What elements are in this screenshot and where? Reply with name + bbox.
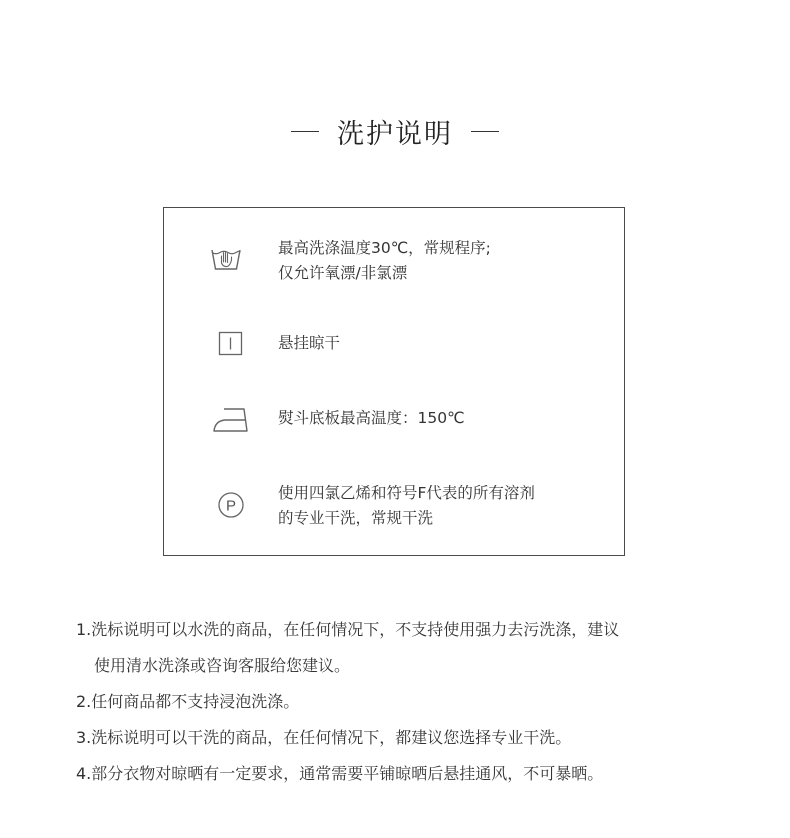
care-line: 仅允许氧漂/非氯漂 (278, 264, 408, 282)
note-line: 1.洗标说明可以水洗的商品，在任何情况下，不支持使用强力去污洗涤，建议 (76, 620, 620, 639)
care-text-iron (278, 406, 465, 431)
page-title: 洗护说明 (337, 118, 453, 150)
note-line: 4.部分衣物对晾晒有一定要求，通常需要平铺晾晒后悬挂通风，不可暴晒。 (76, 764, 604, 783)
title-right-dash (471, 131, 499, 132)
hang-dry-icon (218, 331, 244, 357)
section-title (0, 108, 790, 154)
note-line-continued: 使用清水洗涤或咨询客服给您建议。 (94, 656, 351, 675)
care-instructions-box (163, 207, 625, 556)
title-left-dash (291, 131, 319, 132)
note-line: 3.洗标说明可以干洗的商品，在任何情况下，都建议您选择专业干洗。 (76, 728, 572, 747)
hand-wash-30-icon (208, 243, 244, 273)
note-item (76, 612, 776, 684)
care-line: 最高洗涤温度30℃，常规程序; (278, 239, 491, 257)
care-text-hang-dry (278, 331, 340, 356)
care-line: 悬挂晾干 (278, 334, 341, 352)
notes-list (76, 612, 776, 792)
dry-clean-p-icon (217, 491, 245, 519)
care-line: 的专业干洗，常规干洗 (278, 509, 434, 527)
note-item (76, 720, 776, 756)
dry-clean-letter: P (225, 497, 237, 515)
care-line: 熨斗底板最高温度：150℃ (278, 409, 465, 427)
note-line: 2.任何商品都不支持浸泡洗涤。 (76, 692, 300, 711)
iron-icon (212, 406, 252, 434)
care-text-hand-wash (278, 236, 491, 286)
note-item (76, 756, 776, 792)
care-line: 使用四氯乙烯和符号F代表的所有溶剂 (278, 484, 535, 502)
note-item (76, 684, 776, 720)
care-text-dry-clean (278, 481, 535, 531)
